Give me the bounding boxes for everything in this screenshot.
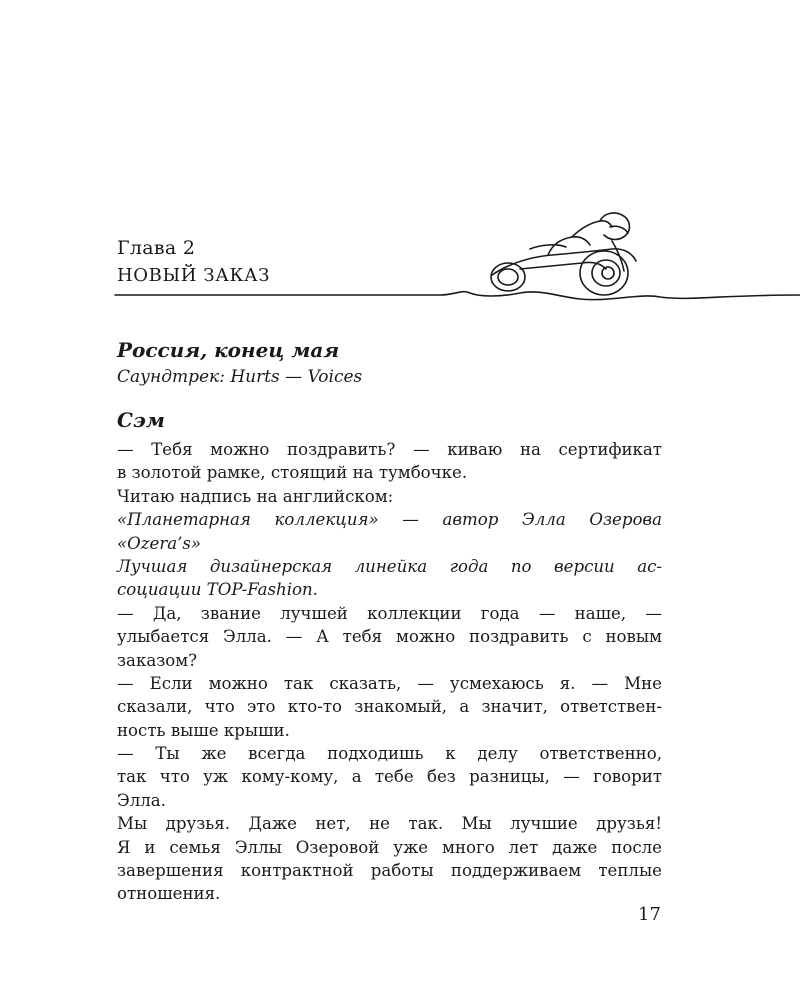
page-number: 17 <box>638 904 661 925</box>
text-line: — Ты же всегда подходишь к делу ответственно, <box>117 744 662 764</box>
text-line: — Тебя можно поздравить? — киваю на сертификат <box>117 440 662 459</box>
text-line: в золотой рамке, стоящий на тумбочке. <box>117 463 468 483</box>
text-line: так что уж кому-кому, а тебе без разницы, — говорит <box>117 767 662 787</box>
text-line: Читаю надпись на английском: <box>117 486 394 506</box>
text-line: Я и семья Эллы Озеровой уже много лет даже после <box>117 837 662 857</box>
chapter-title: НОВЫЙ ЗАКАЗ <box>117 265 271 286</box>
text-line: Мы друзья. Даже нет, не так. Мы лучшие друзья! <box>117 814 662 834</box>
text-line: социации TOP-Fashion. <box>117 580 318 600</box>
soundtrack-line: Саундтрек: Hurts — Voices <box>117 367 363 387</box>
location-heading: Россия, конец мая <box>117 338 340 362</box>
pov-heading: Сэм <box>117 408 165 432</box>
text-line: — Да, звание лучшей коллекции года — наше, — <box>117 603 662 623</box>
text-line: сказали, что это кто-то знакомый, а значит, ответствен- <box>117 697 662 717</box>
text-line: завершения контрактной работы поддерживаем теплые <box>117 861 662 881</box>
text-line: отношения. <box>117 884 221 904</box>
text-line: Лучшая дизайнерская линейка года по версии ас- <box>117 556 662 576</box>
text-line: ность выше крыши. <box>117 720 290 740</box>
divider-line <box>115 292 800 300</box>
text-line: заказом? <box>117 650 198 670</box>
chapter-label: Глава 2 <box>117 237 196 259</box>
motorcycle-divider-illustration <box>0 205 800 315</box>
text-line: Элла. <box>117 790 166 810</box>
text-line: — Если можно так сказать, — усмехаюсь я. — Мне <box>117 673 662 693</box>
body-text <box>117 438 662 906</box>
rear-wheel <box>491 263 525 291</box>
text-line: «Планетарная коллекция» — автор Элла Озерова <box>117 510 662 530</box>
text-line: улыбается Элла. — А тебя можно поздравить с новым <box>117 627 662 647</box>
text-line: «Ozera’s» <box>117 533 202 553</box>
